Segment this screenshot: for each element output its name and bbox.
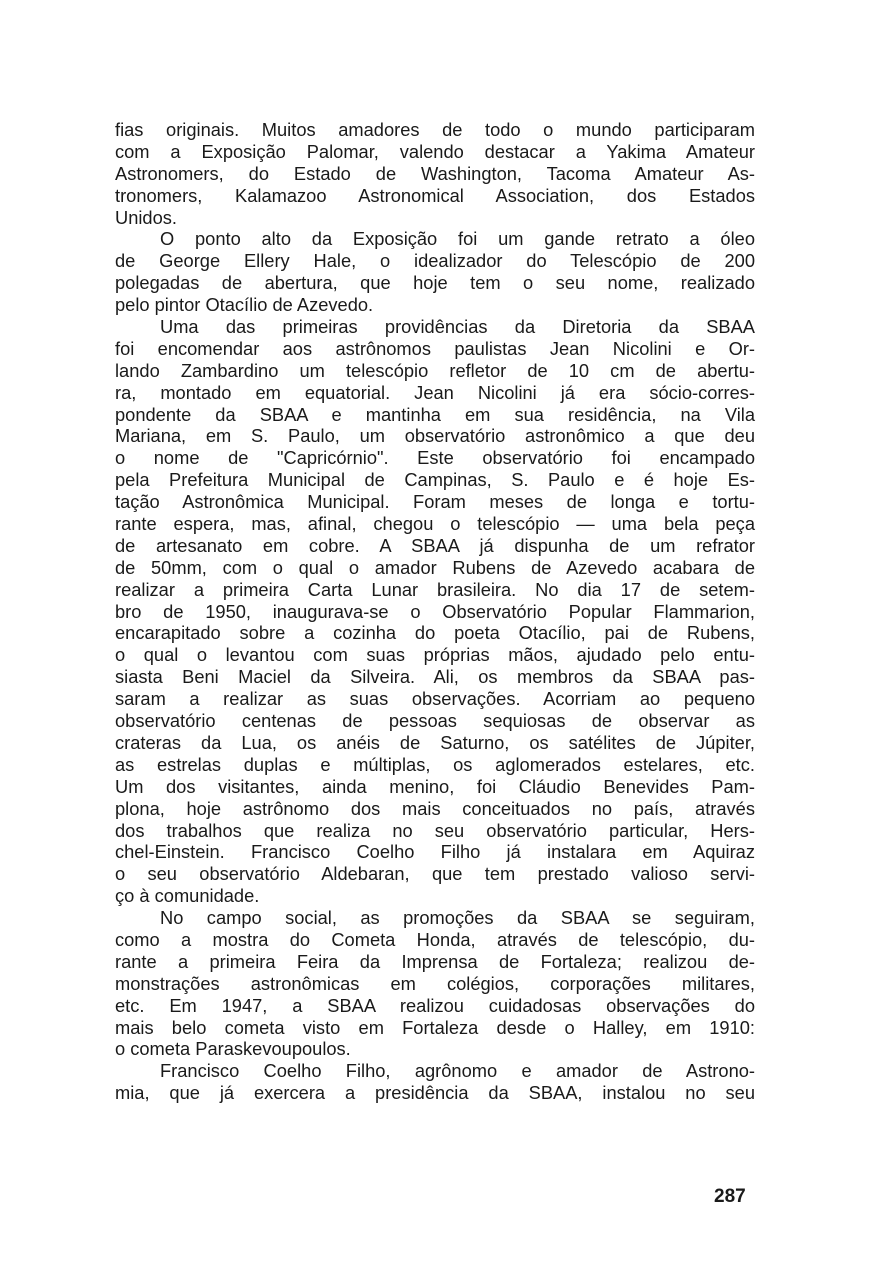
text-line: encarapitado sobre a cozinha do poeta Otacílio, pai de Rubens, xyxy=(115,622,755,644)
text-line: pela Prefeitura Municipal de Campinas, S. Paulo e é hoje Es- xyxy=(115,469,755,491)
text-line: saram a realizar as suas observações. Acorriam ao pequeno xyxy=(115,688,755,710)
text-line: de 50mm, com o qual o amador Rubens de Azevedo acabara de xyxy=(115,556,755,578)
text-line: polegadas de abertura, que hoje tem o seu nome, realizado xyxy=(115,272,755,294)
text-line: mais belo cometa visto em Fortaleza desde o Halley, em 1910: xyxy=(115,1016,755,1038)
text-line: foi encomendar aos astrônomos paulistas Jean Nicolini e Or- xyxy=(115,337,755,359)
text-line: Uma das primeiras providências da Diretoria da SBAA xyxy=(160,316,755,338)
text-line: o nome de "Capricórnio". Este observatório foi encampado xyxy=(115,447,755,469)
text-line: pelo pintor Otacílio de Azevedo. xyxy=(115,294,374,316)
text-line: monstrações astronômicas em colégios, corporações militares, xyxy=(115,972,755,994)
text-line: lando Zambardino um telescópio refletor de 10 cm de abertu- xyxy=(115,359,755,381)
text-line: bro de 1950, inaugurava-se o Observatório Popular Flammarion, xyxy=(115,600,755,622)
text-line: plona, hoje astrônomo dos mais conceituados no país, através xyxy=(115,797,755,819)
text-line: o cometa Paraskevoupoulos. xyxy=(115,1038,351,1060)
text-line: chel-Einstein. Francisco Coelho Filho já instalara em Aquiraz xyxy=(115,841,755,863)
text-line: rante espera, mas, afinal, chegou o telescópio — uma bela peça xyxy=(115,513,755,535)
text-line: com a Exposição Palomar, valendo destacar a Yakima Amateur xyxy=(115,140,755,162)
text-line: realizar a primeira Carta Lunar brasileira. No dia 17 de setem- xyxy=(115,578,755,600)
text-line: Francisco Coelho Filho, agrônomo e amador de Astrono- xyxy=(160,1060,755,1082)
text-line: pondente da SBAA e mantinha em sua residência, na Vila xyxy=(115,403,755,425)
text-line: crateras da Lua, os anéis de Saturno, os satélites de Júpiter, xyxy=(115,731,755,753)
text-line: tação Astronômica Municipal. Foram meses de longa e tortu- xyxy=(115,491,755,513)
text-line: Mariana, em S. Paulo, um observatório astronômico a que deu xyxy=(115,425,755,447)
text-line: o seu observatório Aldebaran, que tem prestado valioso servi- xyxy=(115,863,755,885)
text-line: siasta Beni Maciel da Silveira. Ali, os membros da SBAA pas- xyxy=(115,666,755,688)
text-line: ço à comunidade. xyxy=(115,885,260,907)
text-line: mia, que já exercera a presidência da SBAA, instalou no seu xyxy=(115,1082,755,1104)
page-number: 287 xyxy=(714,1186,746,1207)
text-line: No campo social, as promoções da SBAA se seguiram, xyxy=(160,907,755,929)
text-line: observatório centenas de pessoas sequiosas de observar as xyxy=(115,710,755,732)
text-line: o qual o levantou com suas próprias mãos, ajudado pelo entu- xyxy=(115,644,755,666)
text-line: de George Ellery Hale, o idealizador do Telescópio de 200 xyxy=(115,250,755,272)
text-line: O ponto alto da Exposição foi um gande retrato a óleo xyxy=(160,228,755,250)
text-line: de artesanato em cobre. A SBAA já dispunha de um refrator xyxy=(115,534,755,556)
text-line: Um dos visitantes, ainda menino, foi Cláudio Benevides Pam- xyxy=(115,775,755,797)
text-line: Astronomers, do Estado de Washington, Tacoma Amateur As- xyxy=(115,162,755,184)
text-line: tronomers, Kalamazoo Astronomical Association, dos Estados xyxy=(115,184,755,206)
text-line: fias originais. Muitos amadores de todo o mundo participaram xyxy=(115,119,755,140)
text-line: Unidos. xyxy=(115,206,177,228)
text-line: como a mostra do Cometa Honda, através de telescópio, du- xyxy=(115,928,755,950)
text-line: as estrelas duplas e múltiplas, os aglomerados estelares, etc. xyxy=(115,753,755,775)
body-text xyxy=(115,119,755,1104)
text-line: rante a primeira Feira da Imprensa de Fortaleza; realizou de- xyxy=(115,950,755,972)
text-line: ra, montado em equatorial. Jean Nicolini já era sócio-corres- xyxy=(115,381,755,403)
text-line: dos trabalhos que realiza no seu observatório particular, Hers- xyxy=(115,819,755,841)
text-line: etc. Em 1947, a SBAA realizou cuidadosas observações do xyxy=(115,994,755,1016)
